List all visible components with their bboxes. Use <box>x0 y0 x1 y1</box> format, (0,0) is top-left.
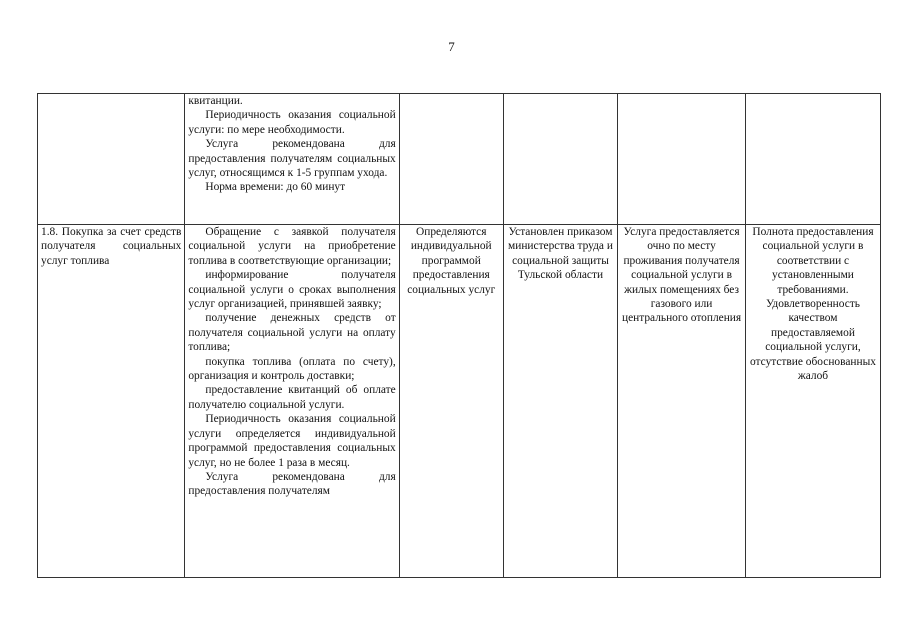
deadline-cell <box>503 94 617 225</box>
content-paragraph: информирование получателя социальной услуги о сроках выполнения услуг организацией, принявшей заявку; <box>188 269 396 311</box>
quality-cell: Полнота предоставления социальной услуги в соответствии с установленными требованиями. Удовлетворенность качеством предоставляемой социальной услуги, отсутствие обоснованных жалоб <box>745 225 880 578</box>
table-row <box>38 94 881 225</box>
content-paragraph: Услуга рекомендована для предоставления получателям <box>188 470 396 498</box>
service-name-cell: 1.8. Покупка за счет средств получателя социальных услуг топлива <box>38 225 185 578</box>
volume-cell <box>399 94 503 225</box>
content-paragraph: Обращение с заявкой получателя социальной услуги на приобретение топлива в соответствующие организации; <box>188 226 396 267</box>
conditions-cell <box>618 94 746 225</box>
content-paragraph: Периодичность оказания социальной услуги определяется индивидуальной программой предоставления социальных услуг, но не более 1 раза в месяц. <box>188 413 396 469</box>
quality-cell <box>745 94 880 225</box>
service-content-cell <box>185 225 399 578</box>
content-paragraph: квитанции. <box>188 95 243 107</box>
page-number: 7 <box>448 39 455 54</box>
content-paragraph: Периодичность оказания социальной услуги: по мере необходимости. <box>188 109 396 136</box>
content-paragraph: покупка топлива (оплата по счету), организация и контроль доставки; <box>188 355 396 383</box>
table-row <box>38 225 881 578</box>
content-paragraph: Норма времени: до 60 минут <box>205 181 346 194</box>
content-paragraph: предоставление квитанций об оплате получателю социальной услуги. <box>188 384 396 411</box>
content-paragraph: Услуга рекомендована для предоставления получателям социальных услуг, относящимся к 1-5 группам ухода. <box>188 138 396 180</box>
services-table <box>37 93 881 578</box>
service-content-cell <box>185 94 399 225</box>
service-name-cell <box>38 94 185 225</box>
deadline-cell: Установлен приказом министерства труда и социальной защиты Тульской области <box>503 225 617 578</box>
volume-cell: Определяются индивидуальной программой предоставления социальных услуг <box>399 225 503 578</box>
conditions-cell: Услуга предоставляется очно по месту проживания получателя социальной услуги в жилых помещениях без газового или центрального отопления <box>618 225 746 578</box>
content-paragraph: получение денежных средств от получателя социальной услуги на оплату топлива; <box>188 312 396 354</box>
